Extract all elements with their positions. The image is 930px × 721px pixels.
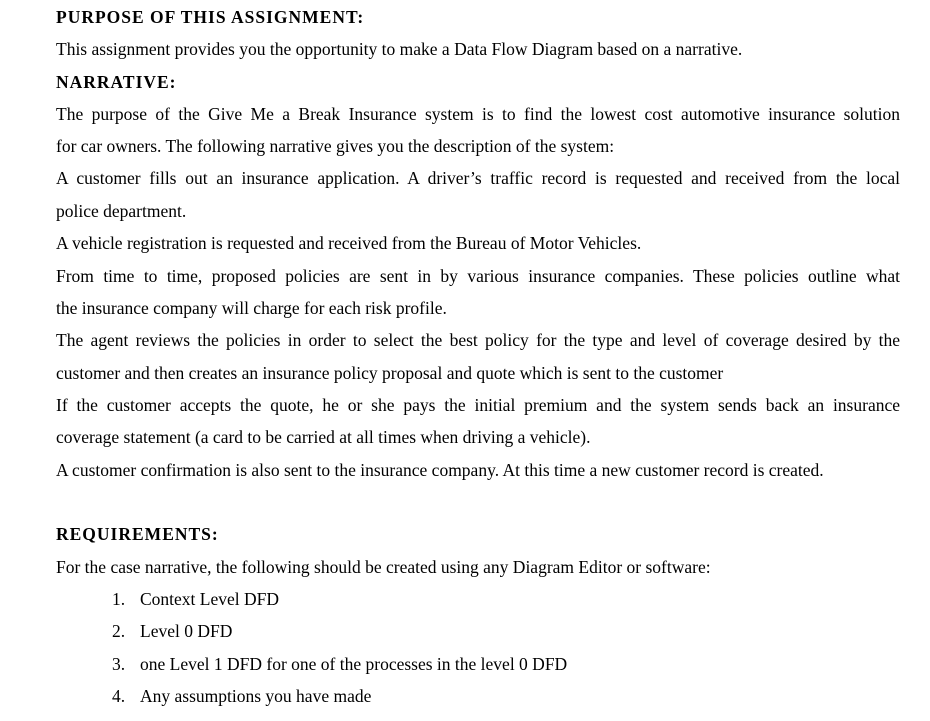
narrative-line: for car owners. The following narrative gives you the description of the system:	[56, 136, 615, 156]
narrative-heading: NARRATIVE:	[56, 72, 177, 92]
requirements-heading: REQUIREMENTS:	[56, 524, 219, 544]
list-item-number: 1.	[112, 589, 126, 609]
narrative-line: If the customer accepts the quote, he or she pays the initial premium and the system sends back an insurance	[56, 395, 900, 415]
narrative-line: the insurance company will charge for each risk profile.	[56, 298, 447, 318]
list-item-number: 2.	[112, 621, 126, 641]
list-item-text: Any assumptions you have made	[140, 686, 372, 706]
narrative-line: A customer fills out an insurance application. A driver’s traffic record is requested and received from the local	[56, 168, 900, 188]
narrative-line: From time to time, proposed policies are sent in by various insurance companies. These policies outline what	[56, 266, 900, 286]
purpose-heading: PURPOSE OF THIS ASSIGNMENT:	[56, 7, 365, 27]
list-item-text: Context Level DFD	[140, 589, 280, 609]
narrative-line: The agent reviews the policies in order to select the best policy for the type and level of coverage desired by the	[56, 330, 900, 350]
requirements-intro: For the case narrative, the following should be created using any Diagram Editor or software:	[56, 557, 711, 577]
list-item-text: one Level 1 DFD for one of the processes in the level 0 DFD	[140, 654, 568, 674]
narrative-line: police department.	[56, 201, 187, 221]
narrative-line: A vehicle registration is requested and received from the Bureau of Motor Vehicles.	[56, 233, 642, 253]
list-item-number: 3.	[112, 654, 126, 674]
list-item-text: Level 0 DFD	[140, 621, 233, 641]
narrative-line: customer and then creates an insurance policy proposal and quote which is sent to the customer	[56, 363, 724, 383]
list-item-number: 4.	[112, 686, 126, 706]
narrative-line: coverage statement (a card to be carried at all times when driving a vehicle).	[56, 427, 591, 447]
narrative-line: The purpose of the Give Me a Break Insurance system is to find the lowest cost automotive insurance solution	[56, 104, 900, 124]
narrative-line: A customer confirmation is also sent to the insurance company. At this time a new customer record is created.	[56, 460, 824, 480]
purpose-text: This assignment provides you the opportunity to make a Data Flow Diagram based on a narrative.	[56, 39, 743, 59]
